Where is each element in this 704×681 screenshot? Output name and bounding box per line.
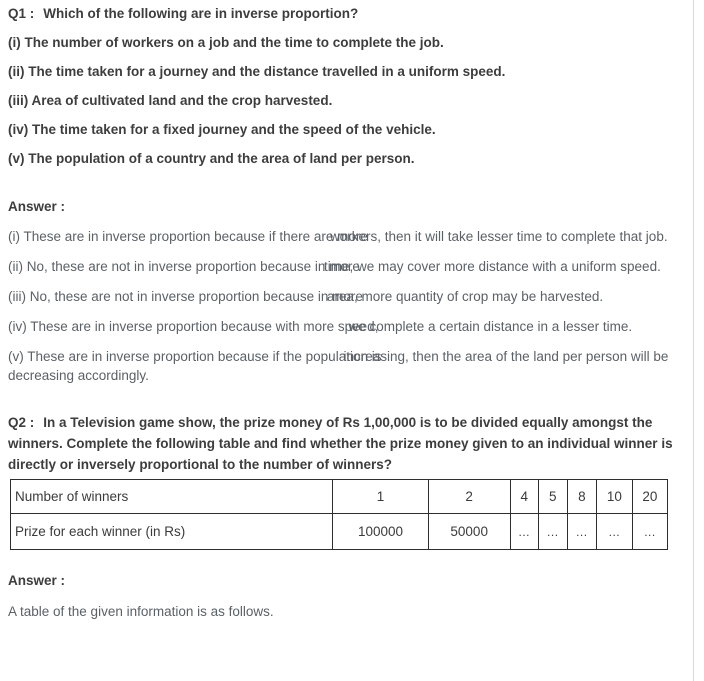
q1-heading [8,4,694,23]
table-cell: 50000 [428,514,510,550]
table-row-number-of-winners [11,480,668,514]
answer-text-overlapped: area, more quantity of crop may be harvested. [326,289,604,304]
q1-item-v: (v) The population of a country and the area of land per person. [8,151,415,166]
winners-prize-table [10,479,668,550]
answer-text-before: (i) These are in inverse proportion because if there are more [8,229,368,244]
column-divider-line [693,0,694,681]
answer-text-before: (ii) No, these are not in inverse proportion because in more [8,259,360,274]
q1-item-ii: (ii) The time taken for a journey and the distance travelled in a uniform speed. [8,64,506,79]
table-cell: 20 [632,480,667,514]
answer2-heading: Answer : [8,573,66,588]
answer-text-overlapped: increasing, then the area of the land per person will be decreasing accordingly. [8,349,669,383]
answer-text-overlapped: workers, then it will take lesser time to complete that job. [329,229,668,244]
q1-question-text: Which of the following are in inverse proportion? [43,6,359,21]
table-cell: Number of winners [11,480,333,514]
table-cell: Prize for each winner (in Rs) [11,514,333,550]
table-cell: ... [510,514,538,550]
answer1-item-ii [8,257,694,276]
table-cell: 5 [538,480,567,514]
q2-label: Q2 : [8,415,35,430]
table-row-prize-per-winner [11,514,668,550]
table-cell: 8 [567,480,596,514]
answer1-item-i [8,227,694,246]
answer-text-before: (v) These are in inverse proportion because if the population is [8,349,382,364]
answer-text-before: (iv) These are in inverse proportion because with more speed, [8,319,379,334]
q2-question-text: In a Television game show, the prize money of Rs 1,00,000 is to be divided equally amongst the winners. Complete the following table and find whether the prize money given to an individual winner is directly or inversely proportional to the number of winners? [8,415,673,472]
q1-item-i: (i) The number of workers on a job and the time to complete the job. [8,35,444,50]
table-cell: 2 [428,480,510,514]
table-cell: 4 [510,480,538,514]
answer-text-overlapped: we complete a certain distance in a lesser time. [348,319,633,334]
q1-item-iii: (iii) Area of cultivated land and the crop harvested. [8,93,333,108]
table-cell: ... [538,514,567,550]
answer1-item-iv [8,317,694,336]
table-cell: ... [632,514,667,550]
answer2-intro: A table of the given information is as follows. [8,604,274,619]
answer-text-overlapped: time, we may cover more distance with a uniform speed. [323,259,661,274]
table-cell: 10 [596,480,632,514]
table-cell: 100000 [333,514,428,550]
q1-item-iv: (iv) The time taken for a fixed journey and the speed of the vehicle. [8,122,436,137]
answer1-item-v [8,347,694,385]
q2-heading [8,412,684,475]
table-cell: ... [596,514,632,550]
table-cell: ... [567,514,596,550]
answer1-heading: Answer : [8,199,66,214]
answer-text-before: (iii) No, these are not in inverse proportion because in more [8,289,363,304]
table-cell: 1 [333,480,428,514]
q1-label: Q1 : [8,6,35,21]
answer1-item-iii [8,287,694,306]
